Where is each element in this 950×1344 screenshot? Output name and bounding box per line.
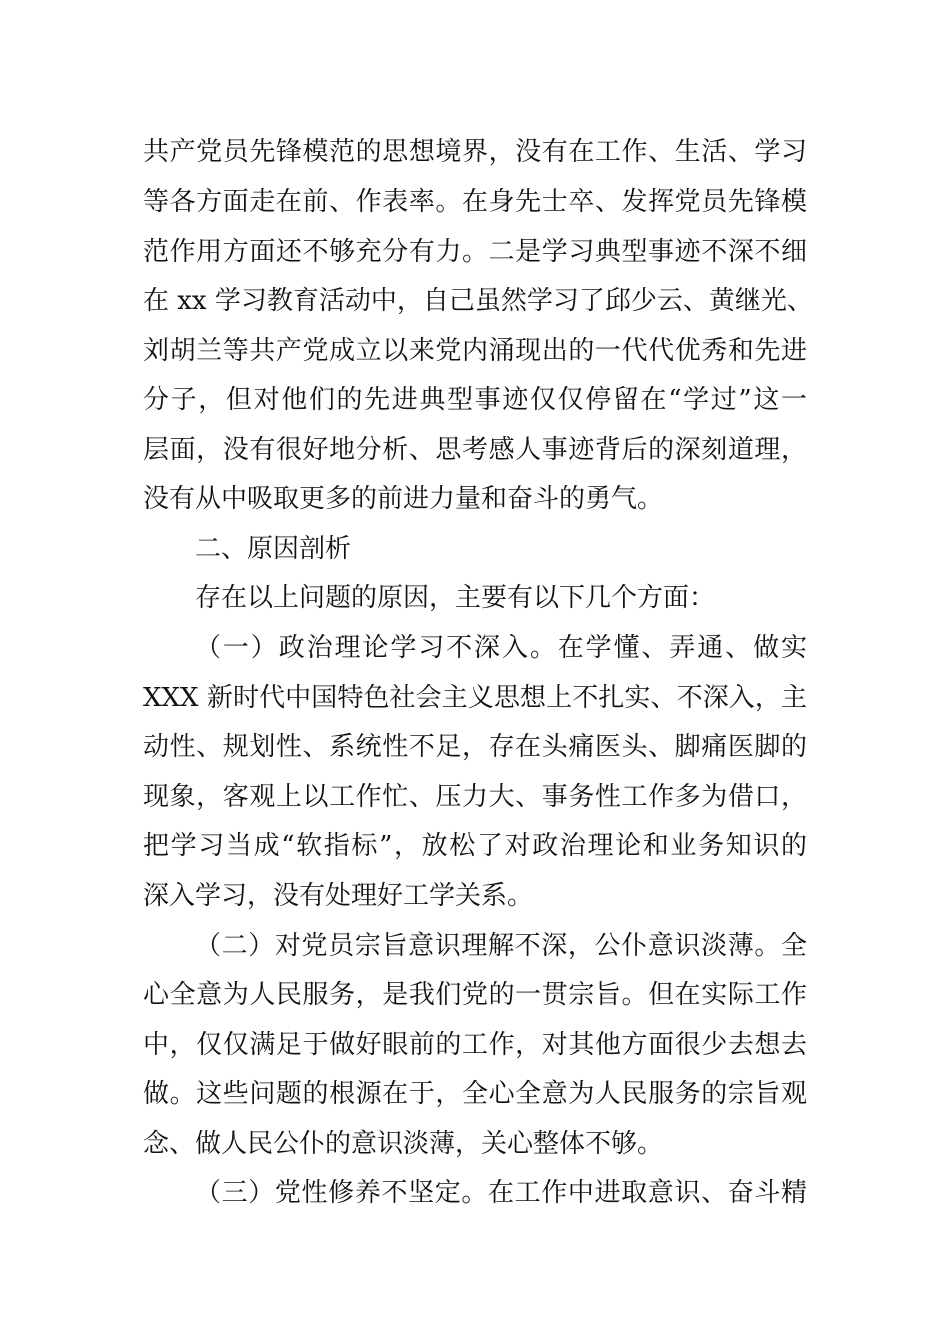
section-heading: 二、原因剖析 bbox=[195, 534, 352, 564]
paragraph-line: （二）对党员宗旨意识理解不深，公仆意识淡薄。全 bbox=[195, 931, 807, 961]
paragraph-line: 范作用方面还不够充分有力。二是学习典型事迹不深不细 bbox=[143, 237, 807, 267]
paragraph-line: 心全意为人民服务，是我们党的一贯宗旨。但在实际工作 bbox=[143, 980, 807, 1010]
paragraph-line: 中，仅仅满足于做好眼前的工作，对其他方面很少去想去 bbox=[143, 1030, 807, 1060]
paragraph-line: 共产党员先锋模范的思想境界，没有在工作、生活、学习 bbox=[143, 137, 807, 167]
paragraph-line: 分子，但对他们的先进典型事迹仅仅停留在“学过”这一 bbox=[143, 385, 807, 415]
paragraph-line: 没有从中吸取更多的前进力量和奋斗的勇气。 bbox=[143, 484, 664, 514]
paragraph-line: 在 xx 学习教育活动中，自己虽然学习了邱少云、黄继光、 bbox=[143, 286, 813, 316]
paragraph-line: （三）党性修养不坚定。在工作中进取意识、奋斗精 bbox=[195, 1178, 807, 1208]
paragraph-line: 层面，没有很好地分析、思考感人事迹背后的深刻道理， bbox=[143, 435, 807, 465]
paragraph-line: 把学习当成“软指标”，放松了对政治理论和业务知识的 bbox=[143, 831, 807, 861]
paragraph-line: 念、做人民公仆的意识淡薄，关心整体不够。 bbox=[143, 1129, 664, 1159]
paragraph-line: 做。这些问题的根源在于，全心全意为人民服务的宗旨观 bbox=[143, 1079, 807, 1109]
paragraph-line: 等各方面走在前、作表率。在身先士卒、发挥党员先锋模 bbox=[143, 187, 807, 217]
paragraph-line: 动性、规划性、系统性不足，存在头痛医头、脚痛医脚的 bbox=[143, 732, 807, 762]
paragraph-line: （一）政治理论学习不深入。在学懂、弄通、做实 bbox=[195, 633, 807, 663]
paragraph-line: 刘胡兰等共产党成立以来党内涌现出的一代代优秀和先进 bbox=[143, 336, 807, 366]
paragraph-line: XXX 新时代中国特色社会主义思想上不扎实、不深入，主 bbox=[143, 683, 807, 713]
paragraph-line: 现象，客观上以工作忙、压力大、事务性工作多为借口， bbox=[143, 782, 807, 812]
paragraph-line: 存在以上问题的原因，主要有以下几个方面： bbox=[195, 583, 716, 613]
paragraph-line: 深入学习，没有处理好工学关系。 bbox=[143, 881, 534, 911]
